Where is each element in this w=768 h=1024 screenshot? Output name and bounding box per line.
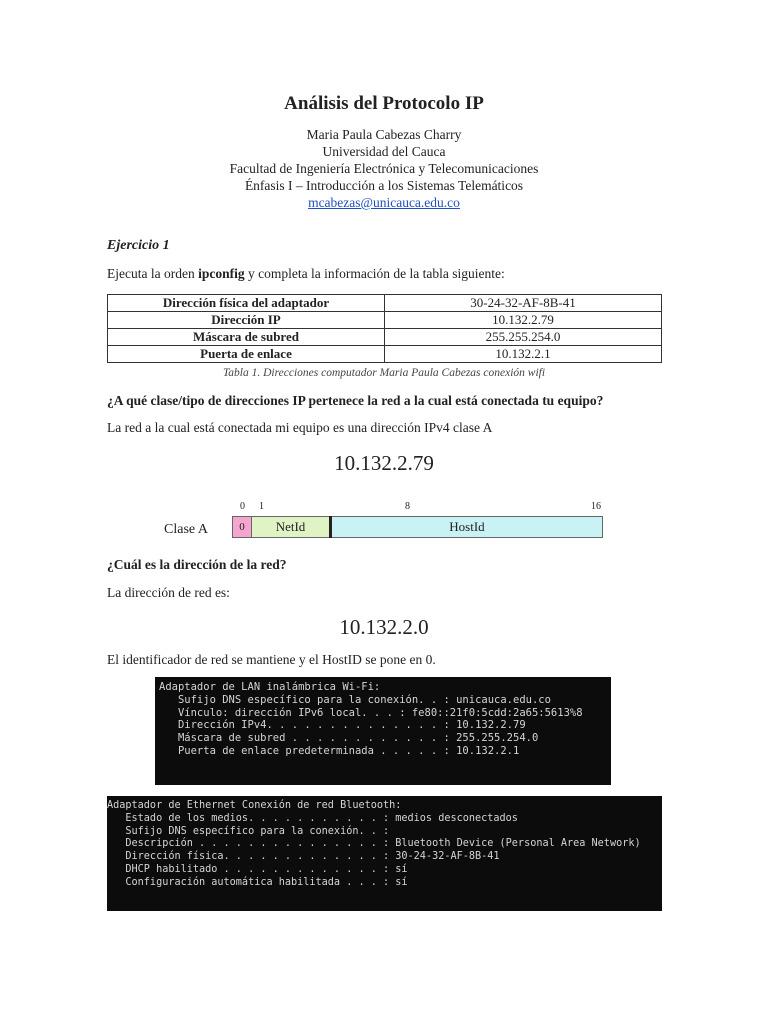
question-2: ¿Cuál es la dirección de la red?	[107, 557, 287, 572]
table-value: 30-24-32-AF-8B-41	[385, 295, 662, 312]
hostid-segment: HostId	[332, 516, 603, 538]
terminal-wifi-screenshot	[155, 677, 611, 785]
table-key: Puerta de enlace	[108, 346, 385, 363]
table-caption: Tabla 1. Direcciones computador Maria Paula Cabezas conexión wifi	[222, 367, 546, 379]
table-row	[108, 346, 662, 363]
ip-table	[107, 294, 662, 363]
terminal-line: Dirección IPv4. . . . . . . . . . . . . . : 10.132.2.79	[159, 719, 526, 732]
university: Universidad del Cauca	[322, 144, 446, 159]
author-name: Maria Paula Cabezas Charry	[306, 127, 462, 142]
table-key: Dirección IP	[108, 312, 385, 329]
instruction	[107, 266, 505, 282]
terminal-line: Vínculo: dirección IPv6 local. . . : fe80::21f0:5cdd:2a65:5613%8	[159, 706, 583, 719]
page-title: Análisis del Protocolo IP	[284, 93, 484, 114]
netid-segment: NetId	[252, 516, 329, 538]
table-value: 10.132.2.79	[385, 312, 662, 329]
table-key: Máscara de subred	[108, 329, 385, 346]
answer-1: La red a la cual está conectada mi equipo es una dirección IPv4 clase A	[107, 420, 493, 435]
terminal-line: Sufijo DNS específico para la conexión. . :	[107, 825, 390, 837]
ip-address-display: 10.132.2.79	[334, 451, 434, 475]
terminal-line: Máscara de subred . . . . . . . . . . . . : 255.255.254.0	[159, 732, 539, 745]
terminal-line: Descripción . . . . . . . . . . . . . . . : Bluetooth Device (Personal Area Network)	[107, 838, 641, 850]
instruction-post: y completa la información de la tabla siguiente:	[244, 266, 505, 281]
terminal-line: Adaptador de LAN inalámbrica Wi-Fi:	[159, 681, 381, 693]
bit-tick: 16	[591, 501, 601, 512]
exercise-heading: Ejercicio 1	[107, 238, 170, 253]
bit-tick: 1	[259, 501, 264, 512]
terminal-line: Adaptador de Ethernet Conexión de red Bluetooth:	[107, 800, 402, 811]
table-value: 10.132.2.1	[385, 346, 662, 363]
instruction-command: ipconfig	[198, 266, 245, 281]
network-address-display: 10.132.2.0	[339, 615, 429, 639]
instruction-pre: Ejecuta la orden	[107, 266, 199, 281]
email-line	[0, 194, 768, 211]
terminal-line: DHCP habilitado . . . . . . . . . . . . . : sí	[107, 863, 408, 875]
bit-tick: 0	[240, 501, 245, 512]
terminal-line: Estado de los medios. . . . . . . . . . . : medios desconectados	[107, 812, 518, 824]
table-value: 255.255.254.0	[385, 329, 662, 346]
email-link[interactable]: mcabezas@unicauca.edu.co	[308, 195, 460, 210]
terminal-line: Sufijo DNS específico para la conexión. . : unicauca.edu.co	[159, 693, 551, 706]
terminal-line: Puerta de enlace predeterminada . . . . . : 10.132.2.1	[159, 744, 520, 757]
class-label: Clase A	[164, 522, 208, 537]
network-note: El identificador de red se mantiene y el HostID se pone en 0.	[107, 652, 436, 667]
table-row	[108, 329, 662, 346]
course: Énfasis I – Introducción a los Sistemas Telemáticos	[244, 178, 524, 193]
table-key: Dirección física del adaptador	[108, 295, 385, 312]
class-bit-zero: 0	[232, 516, 252, 538]
question-1: ¿A qué clase/tipo de direcciones IP pertenece la red a la cual está conectada tu equipo?	[107, 393, 604, 408]
terminal-line: Configuración automática habilitada . . . : sí	[107, 876, 408, 888]
answer-2: La dirección de red es:	[107, 585, 230, 600]
terminal-line: Dirección física. . . . . . . . . . . . . : 30-24-32-AF-8B-41	[107, 851, 500, 863]
table-row	[108, 295, 662, 312]
bit-tick: 8	[405, 501, 410, 512]
faculty: Facultad de Ingeniería Electrónica y Telecomunicaciones	[229, 161, 539, 176]
terminal-bluetooth-screenshot	[107, 796, 662, 911]
table-row	[108, 312, 662, 329]
